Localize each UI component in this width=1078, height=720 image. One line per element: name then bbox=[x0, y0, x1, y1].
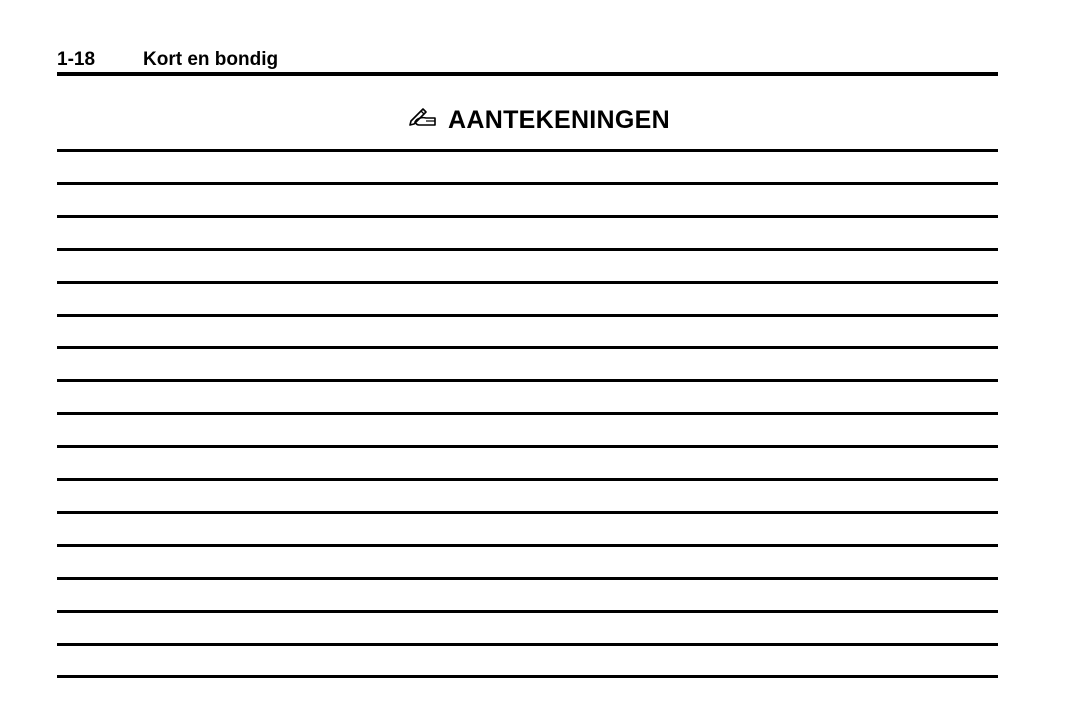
note-lines bbox=[57, 0, 998, 720]
note-line bbox=[57, 215, 998, 218]
note-line bbox=[57, 445, 998, 448]
section-title: Kort en bondig bbox=[143, 49, 279, 70]
note-line bbox=[57, 248, 998, 251]
note-line bbox=[57, 478, 998, 481]
note-line bbox=[57, 610, 998, 613]
note-line bbox=[57, 346, 998, 349]
note-line bbox=[57, 182, 998, 185]
notes-title: AANTEKENINGEN bbox=[448, 106, 670, 134]
note-line bbox=[57, 675, 998, 678]
note-line bbox=[57, 314, 998, 317]
note-line bbox=[57, 577, 998, 580]
note-line bbox=[57, 412, 998, 415]
page-number: 1-18 bbox=[57, 49, 96, 70]
note-line bbox=[57, 511, 998, 514]
note-line bbox=[57, 643, 998, 646]
note-line bbox=[57, 544, 998, 547]
note-line bbox=[57, 281, 998, 284]
note-line bbox=[57, 379, 998, 382]
note-line bbox=[57, 149, 998, 152]
